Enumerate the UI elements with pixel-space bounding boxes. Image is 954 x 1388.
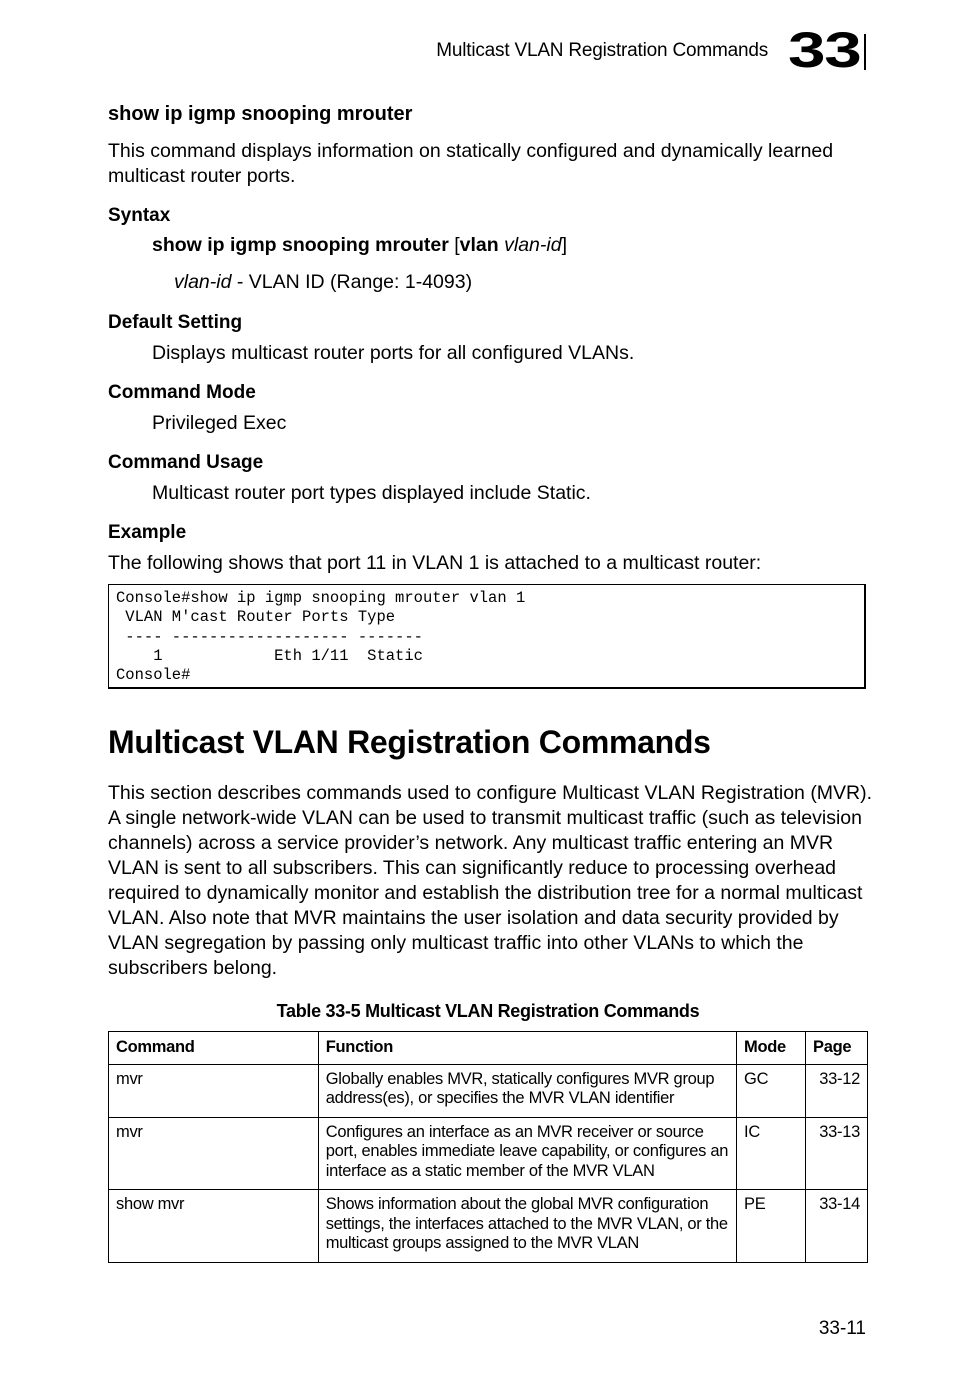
table-row: [109, 1190, 868, 1263]
param-text: - VLAN ID (Range: 1-4093): [231, 271, 473, 293]
header-page: Page: [806, 1032, 868, 1065]
commands-table: [108, 1031, 868, 1263]
param-description: [174, 271, 472, 294]
example-heading: Example: [108, 522, 187, 543]
code-example: Console#show ip igmp snooping mrouter vlan 1 VLAN M'cast Router Ports Type ---- ------------------- ------- 1 Eth 1/11 Static Console#: [108, 584, 866, 689]
cell-page: 33-13: [806, 1117, 868, 1190]
section-paragraph: This section describes commands used to configure Multicast VLAN Registration (MVR). A single network-wide VLAN can be used to transmit multicast traffic (such as television channels) across a service provider’s network. Any multicast traffic entering an MVR VLAN is sent to all subscribers. This can significantly reduce to processing overhead required to dynamically monitor and establish the distribution tree for a normal multicast VLAN. Also note that MVR maintains the user isolation and data security provided by VLAN segregation by passing only multicast traffic into other VLANs to which the subscribers belong.: [108, 782, 873, 979]
syntax-bracket-open: [: [448, 234, 460, 256]
header-command: Command: [109, 1032, 319, 1065]
table-header-row: [109, 1032, 868, 1065]
cell-function: Shows information about the global MVR configuration settings, the interfaces attached to the MVR VLAN, or the multicast groups assigned to the MVR VLAN: [318, 1190, 736, 1263]
command-title: show ip igmp snooping mrouter: [108, 103, 413, 125]
cell-mode: GC: [737, 1064, 806, 1117]
cell-command: mvr: [109, 1117, 319, 1190]
example-text: The following shows that port 11 in VLAN 1 is attached to a multicast router:: [108, 552, 762, 574]
usage-text: Multicast router port types displayed include Static.: [152, 482, 591, 504]
cell-function: Configures an interface as an MVR receiver or source port, enables immediate leave capability, or configures an interface as a static member of the MVR VLAN: [318, 1117, 736, 1190]
table-row: [109, 1117, 868, 1190]
mode-heading: Command Mode: [108, 382, 256, 403]
command-description: This command displays information on statically configured and dynamically learned multicast router ports.: [108, 140, 834, 187]
param-name: vlan-id: [174, 271, 232, 293]
cell-page: 33-14: [806, 1190, 868, 1263]
table-caption: Table 33-5 Multicast VLAN Registration Commands: [276, 1001, 700, 1021]
section-title: Multicast VLAN Registration Commands: [108, 724, 711, 760]
chapter-number: 33: [788, 22, 861, 78]
syntax-bracket-close: ]: [561, 234, 567, 256]
header-mode: Mode: [737, 1032, 806, 1065]
page-number: 33-11: [818, 1318, 866, 1339]
syntax-command: show ip igmp snooping mrouter: [152, 234, 449, 256]
cell-command: mvr: [109, 1064, 319, 1117]
syntax-keyword: vlan: [459, 234, 499, 256]
cell-command: show mvr: [109, 1190, 319, 1263]
mode-text: Privileged Exec: [152, 412, 287, 434]
usage-heading: Command Usage: [108, 452, 264, 473]
cell-function: Globally enables MVR, statically configures MVR group address(es), or specifies the MVR VLAN identifier: [318, 1064, 736, 1117]
chapter-rule: [864, 34, 866, 70]
syntax-param: vlan-id: [504, 234, 562, 256]
syntax-heading: Syntax: [108, 205, 171, 226]
cell-mode: PE: [737, 1190, 806, 1263]
cell-mode: IC: [737, 1117, 806, 1190]
header-function: Function: [318, 1032, 736, 1065]
syntax-line: [152, 234, 567, 257]
default-text: Displays multicast router ports for all configured VLANs.: [152, 342, 635, 364]
running-header: Multicast VLAN Registration Commands: [436, 40, 768, 61]
default-heading: Default Setting: [108, 312, 243, 333]
table-row: [109, 1064, 868, 1117]
cell-page: 33-12: [806, 1064, 868, 1117]
